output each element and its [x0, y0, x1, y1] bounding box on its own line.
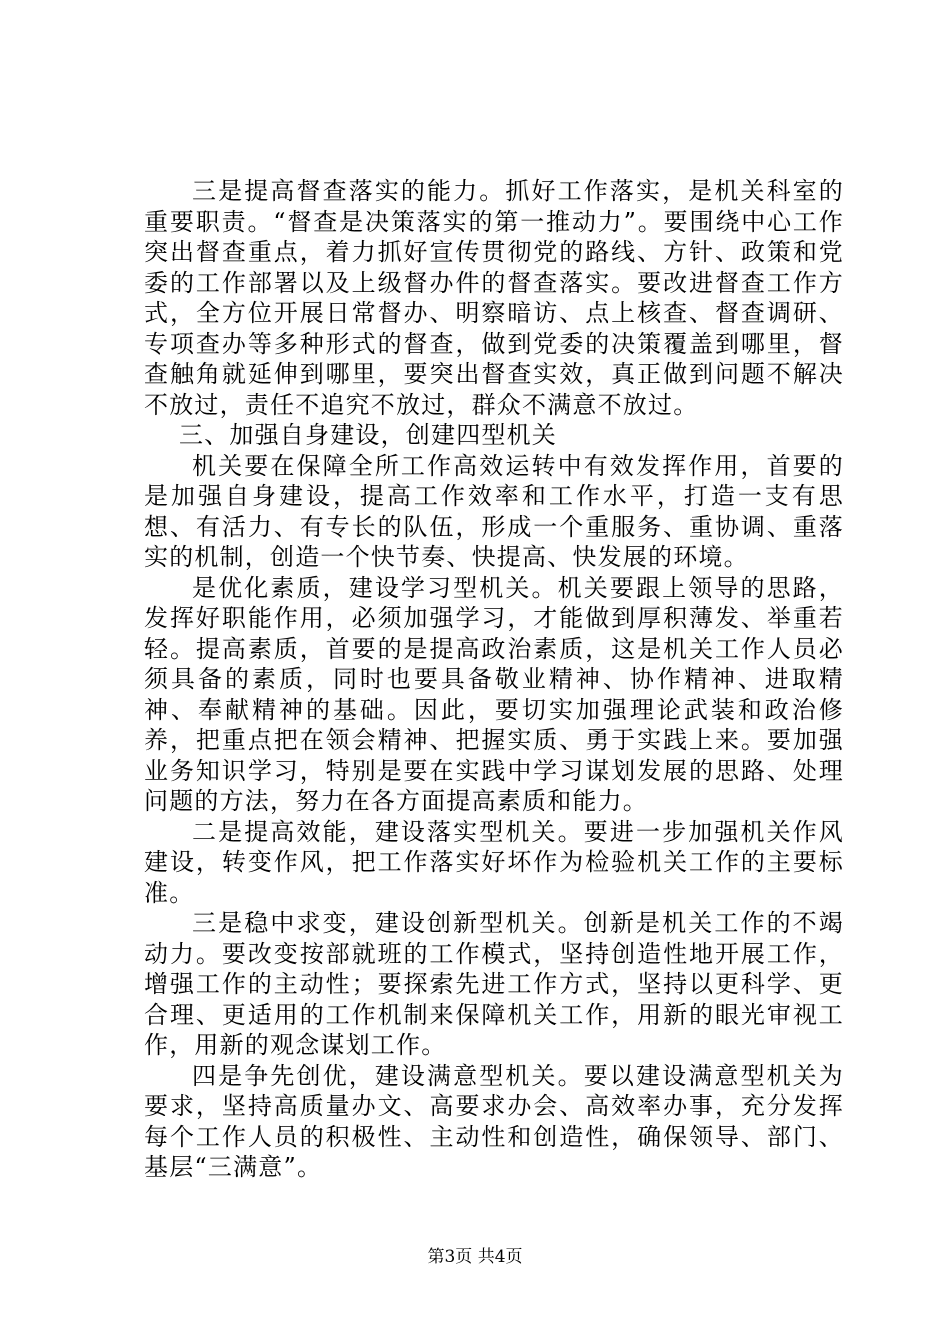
paragraph-innovative-organ: 三是稳中求变，建设创新型机关。创新是机关工作的不竭动力。要改变按部就班的工作模式，坚持创造性地开展工作，增强工作的主动性；要探索先进工作方式，坚持以更科学、更合理、更适用的工作机制来保障机关工作，用新的眼光审视工作，用新的观念谋划工作。	[144, 909, 844, 1059]
paragraph-learning-organ: 是优化素质，建设学习型机关。机关要跟上领导的思路，发挥好职能作用，必须加强学习，才能做到厚积薄发、举重若轻。提高素质，首要的是提高政治素质，这是机关工作人员必须具备的素质，同时也要具备敬业精神、协作精神、进取精神、奉献精神的基础。因此，要切实加强理论武装和政治修养，把重点把在领会精神、把握实质、勇于实践上来。要加强业务知识学习，特别是要在实践中学习谋划发展的思路、处理问题的方法，努力在各方面提高素质和能力。	[144, 573, 844, 815]
section-heading-self-building: 三、加强自身建设，创建四型机关	[179, 421, 557, 449]
document-body	[144, 176, 844, 1183]
paragraph-self-building-intro: 机关要在保障全所工作高效运转中有效发挥作用，首要的是加强自身建设，提高工作效率和工作水平，打造一支有思想、有活力、有专长的队伍，形成一个重服务、重协调、重落实的机制，创造一个快节奏、快提高、快发展的环境。	[144, 451, 844, 571]
page-number-label: 第3页 共4页	[427, 1247, 523, 1267]
paragraph-satisfaction-organ: 四是争先创优，建设满意型机关。要以建设满意型机关为要求，坚持高质量办文、高要求办会、高效率办事，充分发挥每个工作人员的积极性、主动性和创造性，确保领导、部门、基层“三满意”。	[144, 1061, 844, 1181]
page-footer	[0, 1246, 950, 1268]
paragraph-supervision-capability: 三是提高督查落实的能力。抓好工作落实，是机关科室的重要职责。“督查是决策落实的第一推动力”。要围绕中心工作突出督查重点，着力抓好宣传贯彻党的路线、方针、政策和党委的工作部署以及上级督办件的督查落实。要改进督查工作方式，全方位开展日常督办、明察暗访、点上核查、督查调研、专项查办等多种形式的督查，做到党委的决策覆盖到哪里，督查触角就延伸到哪里，要突出督查实效，真正做到问题不解决不放过，责任不追究不放过，群众不满意不放过。	[144, 177, 844, 419]
paragraph-efficiency-organ: 二是提高效能，建设落实型机关。要进一步加强机关作风建设，转变作风，把工作落实好坏作为检验机关工作的主要标准。	[144, 817, 844, 907]
